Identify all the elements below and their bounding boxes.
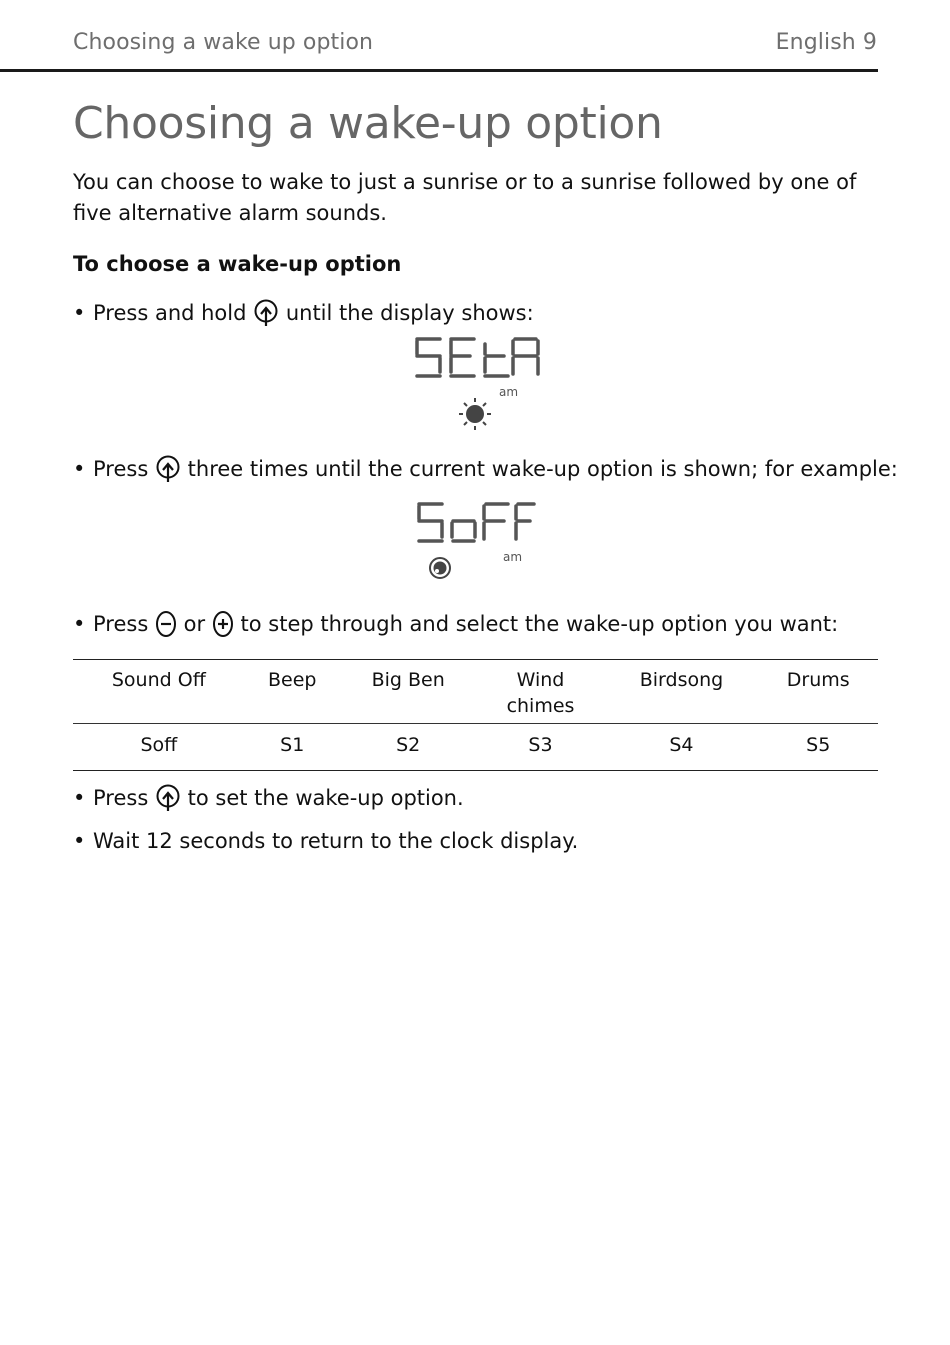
step-5 xyxy=(73,829,578,853)
running-header-page: English 9 xyxy=(775,30,877,55)
alarm-button-icon xyxy=(155,783,181,813)
step-2-text-before: Press xyxy=(93,457,149,481)
table-header-cell: Drums xyxy=(759,660,878,724)
bullet-dot: • xyxy=(73,786,86,810)
procedure-heading: To choose a wake-up option xyxy=(73,252,402,276)
sun-icon xyxy=(459,398,491,430)
step-2-text-after: three times until the current wake-up option is shown; for example: xyxy=(187,457,898,481)
table-header-cell: Wind chimes xyxy=(477,660,605,724)
step-3-text-before: Press xyxy=(93,612,149,636)
step-2 xyxy=(73,454,898,484)
table-header-cell: Sound Off xyxy=(73,660,245,724)
table-header-row xyxy=(73,660,878,724)
step-3 xyxy=(73,609,838,639)
intro-paragraph: You can choose to wake to just a sunrise or to a sunrise followed by one of five alternative alarm sounds. xyxy=(73,170,857,225)
bullet-dot: • xyxy=(73,301,86,325)
sound-icon xyxy=(430,558,450,578)
table-cell: S4 xyxy=(669,734,694,756)
lcd-display-seta xyxy=(412,334,542,434)
am-indicator: am xyxy=(499,385,519,399)
minus-button-icon xyxy=(155,609,177,639)
table-header-cell: Birdsong xyxy=(604,660,758,724)
step-3-text-middle: or xyxy=(183,612,206,636)
running-header-section: Choosing a wake up option xyxy=(73,30,374,55)
page-title: Choosing a wake-up option xyxy=(73,98,663,149)
alarm-button-icon xyxy=(253,298,279,328)
bullet-dot: • xyxy=(73,457,86,481)
table-cell: S1 xyxy=(280,734,305,756)
step-3-text-after: to step through and select the wake-up option you want: xyxy=(240,612,839,636)
bullet-dot: • xyxy=(73,829,86,853)
step-1-text-after: until the display shows: xyxy=(285,301,534,325)
bullet-dot: • xyxy=(73,612,86,636)
table-row xyxy=(73,724,878,771)
table-header-cell: Big Ben xyxy=(340,660,477,724)
step-4-text-after: to set the wake-up option. xyxy=(187,786,464,810)
alarm-button-icon xyxy=(155,454,181,484)
table-cell: Soff xyxy=(140,734,178,756)
table-cell: S2 xyxy=(396,734,421,756)
step-4-text-before: Press xyxy=(93,786,149,810)
table-cell: S3 xyxy=(528,734,553,756)
table-header-cell: Beep xyxy=(245,660,340,724)
step-4 xyxy=(73,783,464,813)
am-indicator: am xyxy=(503,550,523,564)
lcd-display-soff xyxy=(412,499,542,584)
plus-button-icon xyxy=(212,609,234,639)
lcd-soff-graphic xyxy=(412,499,542,584)
table-cell: S5 xyxy=(806,734,831,756)
step-1 xyxy=(73,298,534,328)
header-rule xyxy=(0,69,878,72)
step-5-text: Wait 12 seconds to return to the clock display. xyxy=(93,829,579,853)
step-1-text-before: Press and hold xyxy=(93,301,247,325)
lcd-seta-graphic xyxy=(412,334,542,434)
wake-up-options-table xyxy=(73,659,878,771)
